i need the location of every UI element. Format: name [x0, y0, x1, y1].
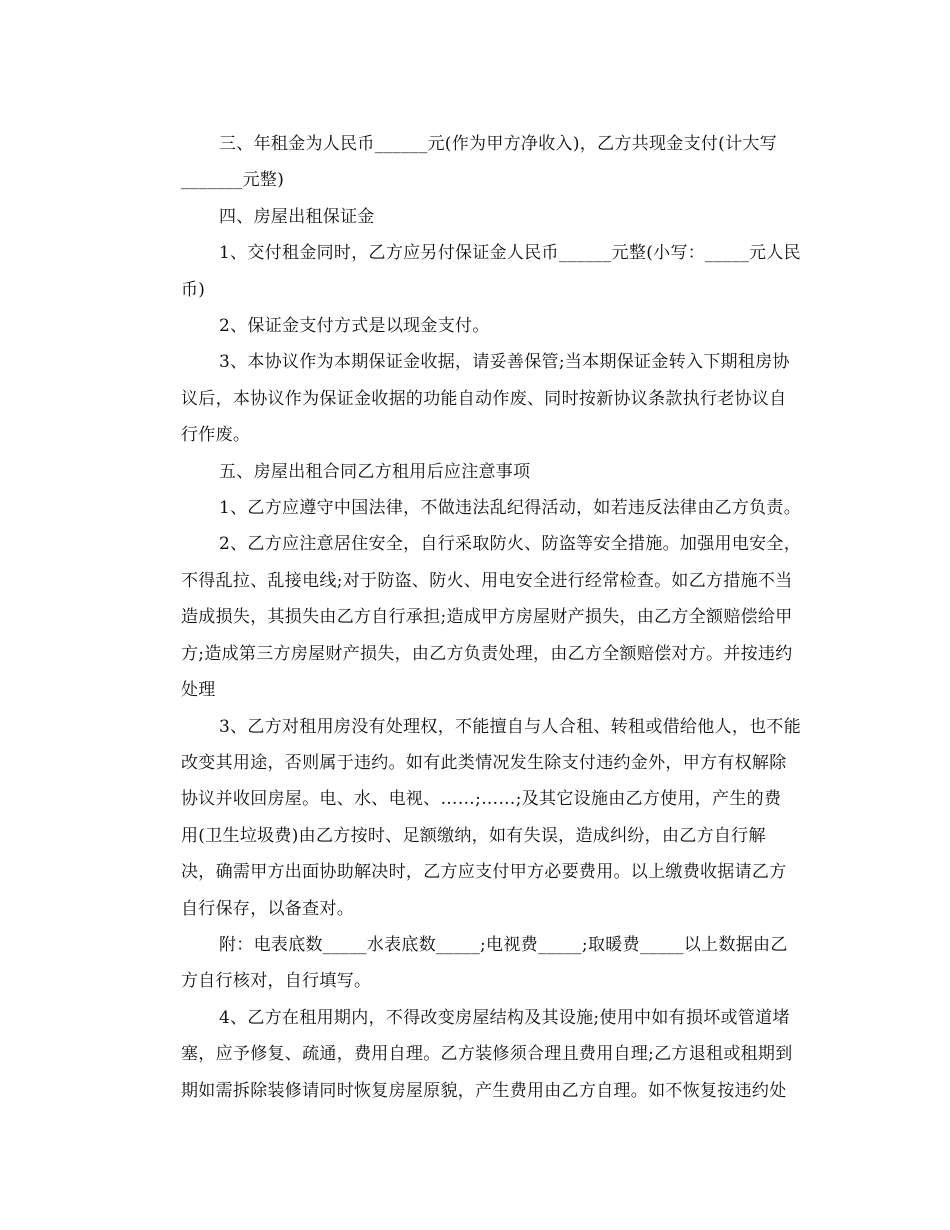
paragraph-obey-law — [143, 490, 809, 526]
text-line: 议后，本协议作为保证金收据的功能自动作废、同时按新协议条款执行老协议自 — [181, 388, 787, 409]
text-line: 4、乙方在租用期内，不得改变房屋结构及其设施;使用中如有损坏或管道堵 — [219, 1007, 790, 1028]
text-line: 五、房屋出租合同乙方租用后应注意事项 — [219, 461, 531, 482]
paragraph-usage-rights — [143, 709, 809, 927]
text-line: 2、保证金支付方式是以现金支付。 — [219, 316, 490, 337]
text-line: 行作废。 — [181, 425, 251, 446]
text-line: 币) — [181, 279, 206, 300]
paragraph-structure — [143, 1000, 809, 1109]
text-line: 造成损失，其损失由乙方自行承担;造成甲方房屋财产损失，由乙方全额赔偿给甲 — [181, 607, 793, 628]
text-line: 方自行核对，自行填写。 — [181, 971, 372, 992]
text-line: 附：电表底数_____水表底数_____;电视费_____;取暖费_____以上数据由乙 — [219, 934, 788, 955]
text-line: 3、本协议作为本期保证金收据，请妥善保管;当本期保证金转入下期租房协 — [219, 352, 790, 373]
text-line: 四、房屋出租保证金 — [219, 206, 375, 227]
section-heading-deposit — [143, 199, 809, 235]
text-line: 塞，应予修复、疏通，费用自理。乙方装修须合理且费用自理;乙方退租或租期到 — [181, 1044, 793, 1065]
text-line: 期如需拆除装修请同时恢复房屋原貌，产生费用由乙方自理。如不恢复按违约处 — [181, 1080, 787, 1101]
paragraph-meter-readings — [143, 927, 809, 1000]
text-line: 用(卫生垃圾费)由乙方按时、足额缴纳，如有失误，造成纠纷，由乙方自行解 — [181, 825, 766, 846]
text-line: _______元整) — [181, 170, 285, 191]
paragraph-safety — [143, 526, 809, 708]
paragraph-deposit-payment — [143, 308, 809, 344]
text-line: 三、年租金为人民币______元(作为甲方净收入)，乙方共现金支付(计大写 — [219, 134, 777, 154]
paragraph-deposit-receipt — [143, 344, 809, 453]
text-line: 改变其用途，否则属于违约。如有此类情况发生除支付违约金外，甲方有权解除 — [181, 752, 787, 773]
text-line: 2、乙方应注意居住安全，自行采取防火、防盗等安全措施。加强用电安全， — [219, 534, 802, 555]
text-line: 不得乱拉、乱接电线;对于防盗、防火、用电安全进行经常检查。如乙方措施不当 — [181, 570, 793, 591]
text-line: 自行保存，以备查对。 — [181, 898, 354, 919]
text-line: 决，确需甲方出面协助解决时，乙方应支付甲方必要费用。以上缴费收据请乙方 — [181, 862, 787, 883]
text-line: 3、乙方对租用房没有处理权，不能擅自与人合租、转租或借给他人，也不能 — [219, 716, 802, 737]
paragraph-deposit-amount — [143, 235, 809, 308]
text-line: 处理 — [181, 680, 216, 701]
text-line: 方;造成第三方房屋财产损失，由乙方负责处理，由乙方全额赔偿对方。并按违约 — [181, 643, 793, 664]
document-body — [143, 126, 809, 1109]
text-line: 协议并收回房屋。电、水、电视、……;……;及其它设施由乙方使用，产生的费 — [181, 789, 782, 810]
section-heading-notes — [143, 454, 809, 490]
text-line: 1、乙方应遵守中国法律，不做违法乱纪得活动，如若违反法律由乙方负责。 — [219, 498, 802, 519]
paragraph-annual-rent — [143, 126, 809, 199]
text-line: 1、交付租金同时，乙方应另付保证金人民币______元整(小写：_____元人民 — [219, 243, 801, 264]
